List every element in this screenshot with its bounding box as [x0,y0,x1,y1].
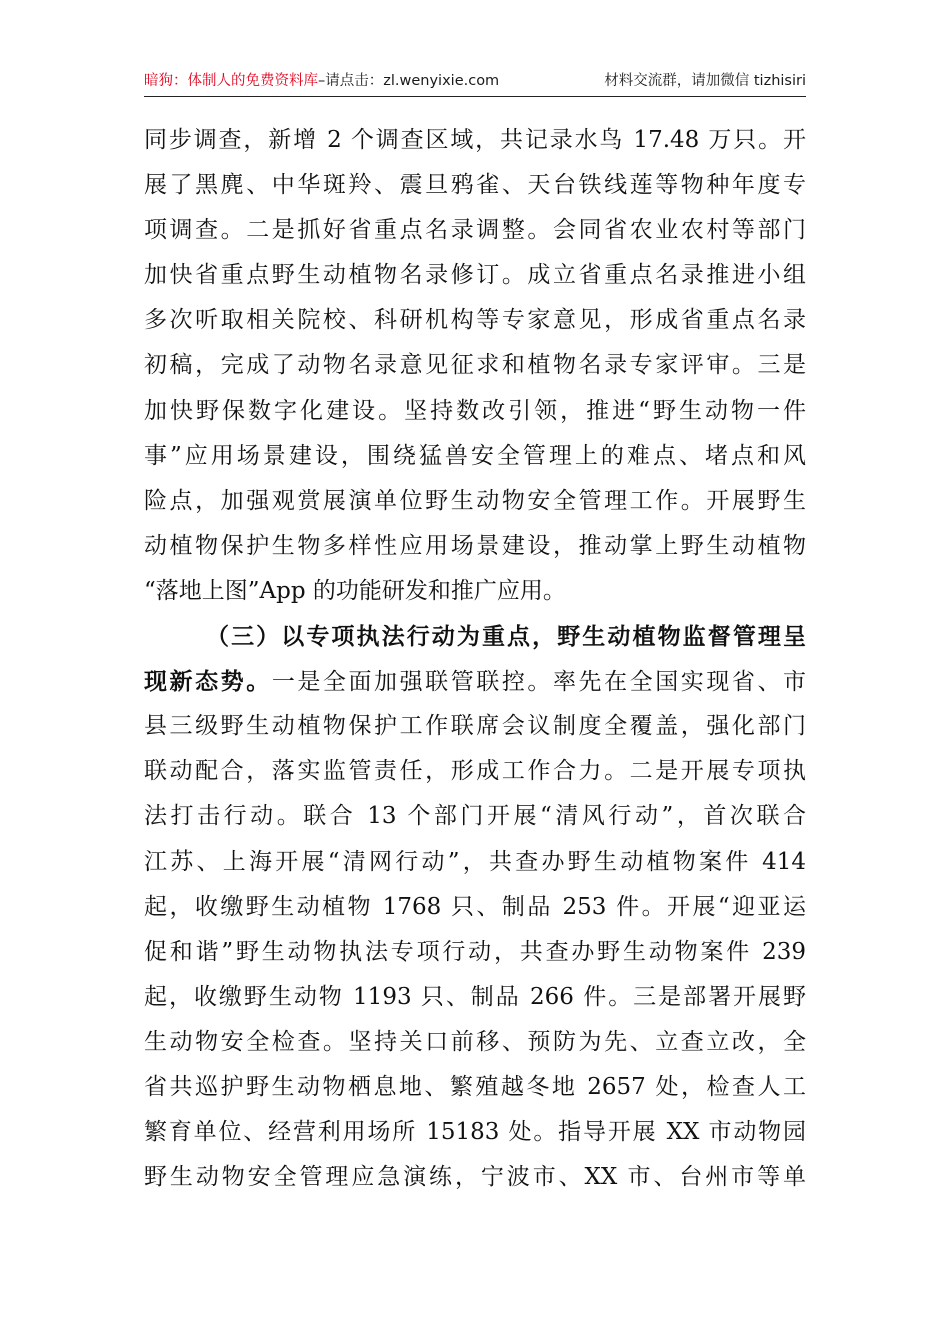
text-line: 起，收缴野生动物 1193 只、制品 266 件。三是部署开展野 [144,983,806,1010]
header-brand: 暗狗：体制人的免费资料库 [144,73,318,89]
document-body [144,118,806,1200]
text-line: 繁育单位、经营利用场所 15183 处。指导开展 XX 市动物园 [144,1119,806,1146]
text-line: 加快野保数字化建设。坚持数改引领，推进“野生动物一件 [144,397,806,424]
text-line: 加快省重点野生动植物名录修订。成立省重点名录推进小组 [144,262,806,289]
text-line-rest: 一是全面加强联管联控。率先在全国实现省、市 [271,669,807,696]
text-line: 展了黑麂、中华斑羚、震旦鸦雀、天台铁线莲等物种年度专 [144,172,806,199]
text-line: “落地上图”App 的功能研发和推广应用。 [144,577,566,604]
text-line: 法打击行动。联合 13 个部门开展“清风行动”，首次联合 [144,803,806,830]
text-line: 项调查。二是抓好省重点名录调整。会同省农业农村等部门 [144,217,806,244]
section-heading: （三）以专项执法行动为重点，野生动植物监督管理呈 [206,623,806,651]
text-line: 生动物安全检查。坚持关口前移、预防为先、立查立改，全 [144,1028,806,1055]
text-line: 县三级野生动植物保护工作联席会议制度全覆盖，强化部门 [144,713,806,740]
text-line: 同步调查，新增 2 个调查区域，共记录水鸟 17.48 万只。开 [144,127,806,153]
text-line: 省共巡护野生动物栖息地、繁殖越冬地 2657 处，检查人工 [144,1073,806,1100]
text-line: 起，收缴野生动植物 1768 只、制品 253 件。开展“迎亚运 [144,893,806,920]
text-line [144,659,806,704]
page-header [144,66,806,97]
text-line: 促和谐”野生动物执法专项行动，共查办野生动物案件 239 [144,938,806,965]
text-line: 初稿，完成了动物名录意见征求和植物名录专家评审。三是 [144,352,806,379]
text-line: 动植物保护生物多样性应用场景建设，推动掌上野生动植物 [144,532,806,559]
text-line: 野生动物安全管理应急演练，宁波市、XX 市、台州市等单 [144,1164,806,1191]
paragraph-1 [144,118,806,614]
section-heading-tail: 现新态势。 [144,668,272,696]
text-line: 险点，加强观赏展演单位野生动物安全管理工作。开展野生 [144,487,806,514]
header-contact: 材料交流群，请加微信 tizhisiri [604,73,806,89]
text-line: 事”应用场景建设，围绕猛兽安全管理上的难点、堵点和风 [144,442,806,469]
text-line: 联动配合，落实监管责任，形成工作合力。二是开展专项执 [144,758,806,785]
paragraph-2 [144,614,806,1200]
text-line: 江苏、上海开展“清网行动”，共查办野生动植物案件 414 [144,848,806,875]
header-click-prefix: –请点击： [318,73,384,89]
header-url-link[interactable]: zl.wenyixie.com [383,73,500,89]
text-line: 多次听取相关院校、科研机构等专家意见，形成省重点名录 [144,307,806,334]
